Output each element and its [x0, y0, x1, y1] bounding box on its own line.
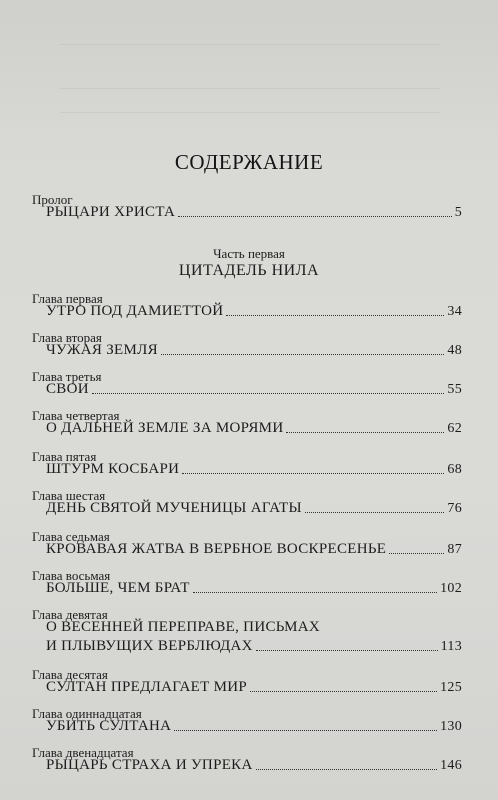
dot-leader [193, 580, 437, 593]
dot-leader [256, 638, 438, 651]
dot-leader [174, 718, 437, 731]
chapter-label: Глава восьмая [32, 568, 111, 583]
page-number: 146 [440, 758, 462, 773]
dot-leader [161, 342, 445, 355]
toc-entry [46, 718, 462, 738]
entry-title: УТРО ПОД ДАМИЕТТОЙ [46, 303, 224, 319]
entry-title: СУЛТАН ПРЕДЛАГАЕТ МИР [46, 679, 248, 695]
toc-entry [46, 500, 462, 520]
chapter-label: Глава первая [32, 291, 103, 306]
dot-leader [286, 420, 444, 433]
page-number: 55 [447, 382, 462, 397]
chapter-label: Глава девятая [32, 607, 108, 622]
page-number: 5 [454, 205, 462, 220]
prologue-label: Пролог [32, 192, 73, 207]
toc-entry [46, 757, 462, 777]
dot-leader [92, 381, 445, 394]
entry-title: ШТУРМ КОСБАРИ [46, 461, 180, 477]
entry-title: КРОВАВАЯ ЖАТВА В ВЕРБНОЕ ВОСКРЕСЕНЬЕ [46, 541, 387, 557]
toc-entry-prologue [46, 204, 462, 224]
entry-title: ЧУЖАЯ ЗЕМЛЯ [46, 342, 158, 358]
chapter-label: Глава четвертая [32, 408, 120, 423]
page-number: 34 [447, 304, 462, 319]
page-number: 113 [440, 639, 462, 654]
dot-leader [182, 461, 444, 474]
bleed-through-text [60, 112, 440, 113]
page-number: 48 [447, 343, 462, 358]
chapter-label: Глава одиннадцатая [32, 706, 142, 721]
entry-title: СВОИ [46, 381, 89, 397]
toc-entry [46, 638, 462, 658]
chapter-label: Глава пятая [32, 449, 97, 464]
page-number: 87 [447, 542, 462, 557]
entry-title: РЫЦАРИ ХРИСТА [46, 204, 176, 220]
chapter-label: Глава шестая [32, 488, 106, 503]
page-number: 62 [447, 421, 462, 436]
chapter-label: Глава вторая [32, 330, 102, 345]
entry-title-line-2: И ПЛЫВУЩИХ ВЕРБЛЮДАХ [46, 638, 253, 654]
toc-entry [46, 342, 462, 362]
page-number: 68 [447, 462, 462, 477]
toc-entry [46, 420, 462, 440]
chapter-label: Глава двенадцатая [32, 745, 134, 760]
dot-leader [178, 204, 452, 217]
toc-entry [46, 381, 462, 401]
toc-entry [46, 461, 462, 481]
entry-title: БОЛЬШЕ, ЧЕМ БРАТ [46, 580, 190, 596]
entry-title: УБИТЬ СУЛТАНА [46, 718, 172, 734]
part-label: Часть первая [213, 246, 285, 261]
entry-title: О ДАЛЬНЕЙ ЗЕМЛЕ ЗА МОРЯМИ [46, 420, 284, 436]
page-title: СОДЕРЖАНИЕ [174, 150, 324, 174]
chapter-label: Глава десятая [32, 667, 108, 682]
bleed-through-text [60, 88, 440, 89]
toc-entry [46, 679, 462, 699]
chapter-label: Глава третья [32, 369, 102, 384]
dot-leader [305, 500, 445, 513]
dot-leader [250, 679, 437, 692]
page-number: 102 [440, 581, 462, 596]
chapter-label: Глава седьмая [32, 529, 110, 544]
toc-entry [46, 580, 462, 600]
entry-title: РЫЦАРЬ СТРАХА И УПРЕКА [46, 757, 253, 773]
page-number: 76 [447, 501, 462, 516]
bleed-through-text [60, 44, 440, 45]
entry-title: ДЕНЬ СВЯТОЙ МУЧЕНИЦЫ АГАТЫ [46, 500, 302, 516]
dot-leader [256, 757, 437, 770]
page-number: 125 [440, 680, 462, 695]
part-title: ЦИТАДЕЛЬ НИЛА [178, 262, 320, 279]
toc-entry [46, 541, 462, 561]
entry-title-line-1: О ВЕСЕННЕЙ ПЕРЕПРАВЕ, ПИСЬМАХ [46, 619, 320, 635]
dot-leader [389, 541, 444, 554]
page-number: 130 [440, 719, 462, 734]
toc-entry [46, 303, 462, 323]
dot-leader [226, 303, 444, 316]
